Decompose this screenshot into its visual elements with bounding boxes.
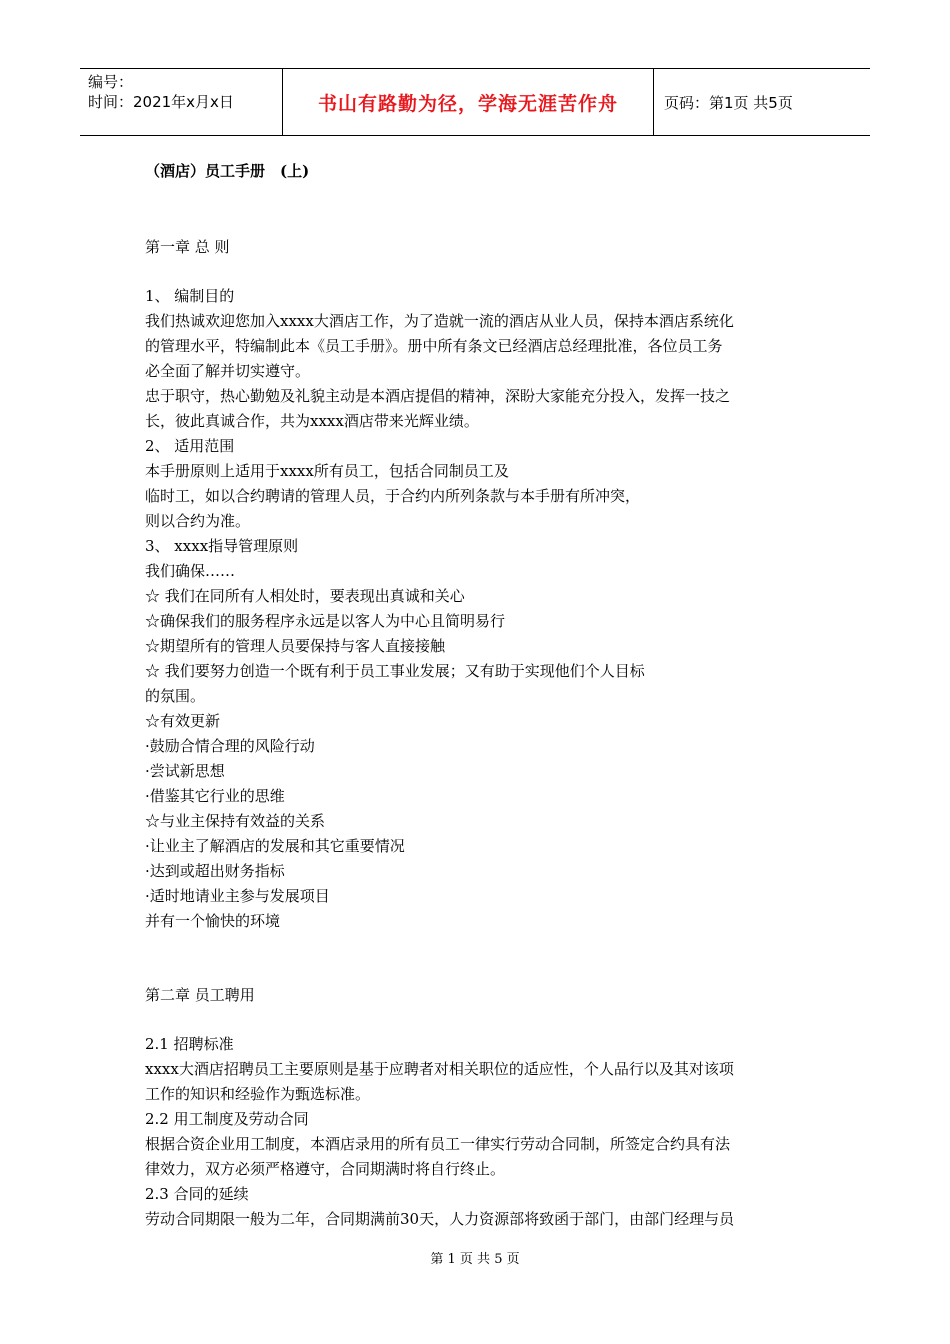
- page-footer: 第 1 页 共 5 页: [430, 1252, 520, 1267]
- paragraph-line: 1、 编制目的: [145, 287, 235, 305]
- paragraph-line: xxxx大酒店招聘员工主要原则是基于应聘者对相关职位的适应性，个人品行以及其对该项: [145, 1060, 734, 1078]
- header-meta: [80, 69, 282, 135]
- paragraph-line: ·让业主了解酒店的发展和其它重要情况: [145, 837, 405, 855]
- chapter-1-body: [145, 284, 825, 934]
- paragraph-line: 必全面了解并切实遵守。: [145, 362, 311, 380]
- paragraph-line: 本手册原则上适用于xxxx所有员工，包括合同制员工及: [145, 462, 509, 480]
- paragraph-line: 的管理水平，特编制此本《员工手册》。册中所有条文已经酒店总经理批准，各位员工务: [145, 337, 723, 355]
- page-header: [80, 68, 870, 136]
- paragraph-line: 2、 适用范围: [145, 437, 235, 455]
- paragraph-line: 临时工，如以合约聘请的管理人员，于合约内所列条款与本手册有所冲突，: [145, 487, 641, 505]
- paragraph-line: 我们热诚欢迎您加入xxxx大酒店工作，为了造就一流的酒店从业人员，保持本酒店系统化: [145, 312, 734, 330]
- chapter-2-title: 第二章 员工聘用: [145, 986, 255, 1004]
- paragraph-line: ☆期望所有的管理人员要保持与客人直接接触: [145, 637, 446, 655]
- paragraph-line: ☆ 我们要努力创造一个既有利于员工事业发展；又有助于实现他们个人目标: [145, 662, 645, 680]
- paragraph-line: 并有一个愉快的环境: [145, 912, 281, 930]
- paragraph-line: 根据合资企业用工制度，本酒店录用的所有员工一律实行劳动合同制，所签定合约具有法: [145, 1135, 731, 1153]
- paragraph-line: ☆ 我们在同所有人相处时，要表现出真诚和关心: [145, 587, 465, 605]
- paragraph-line: ·鼓励合情合理的风险行动: [145, 737, 315, 755]
- header-page-info: 页码：第1页 共5页: [664, 93, 793, 112]
- document-title: （酒店）员工手册 (上): [145, 162, 310, 180]
- paragraph-line: 我们确保……: [145, 562, 236, 580]
- paragraph-line: 的氛围。: [145, 687, 206, 705]
- chapter-2-body: [145, 1032, 825, 1232]
- paragraph-line: ·达到或超出财务指标: [145, 862, 285, 880]
- paragraph-line: ☆与业主保持有效益的关系: [145, 812, 326, 830]
- paragraph-line: 劳动合同期限一般为二年，合同期满前30天，人力资源部将致函于部门，由部门经理与员: [145, 1210, 735, 1228]
- chapter-1-title: 第一章 总 则: [145, 238, 230, 256]
- number-label: 编号：: [88, 73, 134, 91]
- paragraph-line: 2.3 合同的延续: [145, 1185, 249, 1203]
- paragraph-line: 则以合约为准。: [145, 512, 251, 530]
- paragraph-line: 长，彼此真诚合作，共为xxxx酒店带来光辉业绩。: [145, 412, 479, 430]
- paragraph-line: 忠于职守，热心勤勉及礼貌主动是本酒店提倡的精神，深盼大家能充分投入，发挥一技之: [145, 387, 731, 405]
- paragraph-line: ·尝试新思想: [145, 762, 225, 780]
- paragraph-line: 2.1 招聘标准: [145, 1035, 234, 1053]
- paragraph-line: 律效力，双方必须严格遵守，合同期满时将自行终止。: [145, 1160, 506, 1178]
- header-motto: 书山有路勤为径，学海无涯苦作舟: [282, 69, 654, 135]
- paragraph-line: ☆有效更新: [145, 712, 221, 730]
- time-label: 时间：2021年x月x日: [88, 93, 234, 111]
- paragraph-line: 3、 xxxx指导管理原则: [145, 537, 299, 555]
- paragraph-line: ·适时地请业主参与发展项目: [145, 887, 330, 905]
- paragraph-line: ·借鉴其它行业的思维: [145, 787, 285, 805]
- paragraph-line: 工作的知识和经验作为甄选标准。: [145, 1085, 371, 1103]
- paragraph-line: 2.2 用工制度及劳动合同: [145, 1110, 309, 1128]
- paragraph-line: ☆确保我们的服务程序永远是以客人为中心且简明易行: [145, 612, 506, 630]
